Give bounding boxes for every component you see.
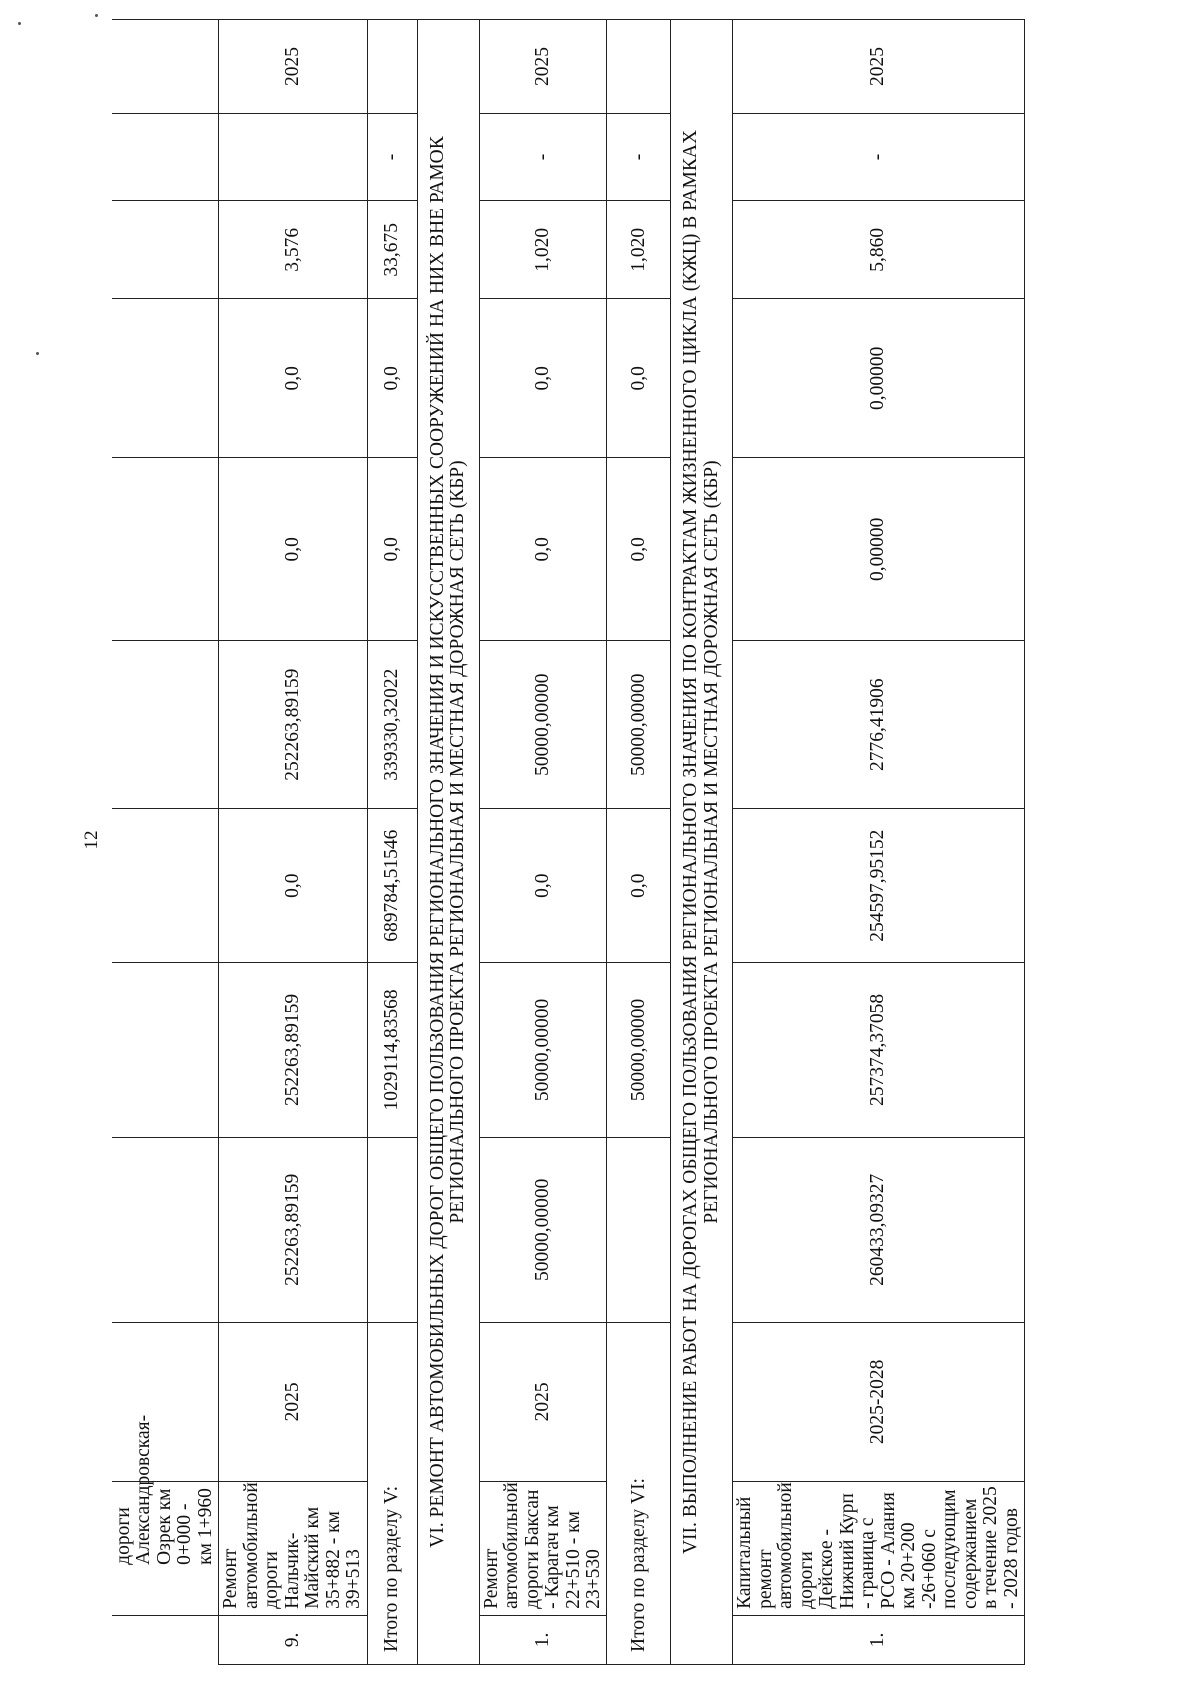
value-cell: 50000,00000	[479, 641, 607, 809]
road-works-table	[112, 19, 1025, 1665]
section-heading-row	[671, 20, 733, 1665]
value-cell: 252263,89159	[219, 963, 367, 1137]
value-cell: 0,0	[607, 458, 671, 641]
value-cell	[367, 20, 417, 114]
table-row	[219, 20, 367, 1665]
section-total-row	[607, 20, 671, 1665]
value-cell: 0,0	[479, 299, 607, 458]
value-cell: 0,00000	[733, 299, 1025, 458]
year-cell	[112, 1323, 219, 1482]
value-cell: 2776,41906	[733, 641, 1025, 809]
year-cell: 2025	[219, 1323, 367, 1482]
page-number: 12	[81, 830, 102, 850]
value-cell: 50000,00000	[479, 963, 607, 1137]
value-cell: 2025	[733, 20, 1025, 114]
total-label-cell: Итого по разделу V:	[367, 1323, 417, 1665]
value-cell: 0,0	[367, 299, 417, 458]
object-name-cell: Ремонт автомобильной дороги Нальчик-Майский км 35+882 - км 39+513	[219, 1481, 367, 1615]
year-cell: 2025	[479, 1323, 607, 1482]
value-cell	[112, 20, 219, 114]
value-cell: 252263,89159	[219, 1137, 367, 1323]
scan-speck	[18, 22, 21, 25]
value-cell: 0,0	[607, 809, 671, 963]
value-cell: 260433,09327	[733, 1137, 1025, 1323]
value-cell: 2025	[479, 20, 607, 114]
value-cell: 252263,89159	[219, 641, 367, 809]
value-cell: 3,576	[219, 201, 367, 299]
section-total-row	[367, 20, 417, 1665]
value-cell	[112, 1137, 219, 1323]
row-number-cell: 1.	[479, 1615, 607, 1664]
scan-speck	[95, 14, 98, 17]
object-name-cell: дороги Александровская-Озрек км 0+000 - км 1+960	[112, 1481, 219, 1615]
year-cell: 2025-2028	[733, 1323, 1025, 1482]
value-cell: 0,0	[367, 458, 417, 641]
row-number-cell	[112, 1615, 219, 1664]
value-cell: 0,00000	[733, 458, 1025, 641]
value-cell: 1029114,83568	[367, 963, 417, 1137]
value-cell: -	[479, 113, 607, 200]
value-cell	[112, 201, 219, 299]
value-cell: 1,020	[479, 201, 607, 299]
value-cell: 2025	[219, 20, 367, 114]
value-cell	[112, 963, 219, 1137]
row-number-cell: 9.	[219, 1615, 367, 1664]
section-heading-row	[417, 20, 479, 1665]
value-cell: 0,0	[479, 809, 607, 963]
rotated-table-sheet	[112, 19, 1022, 1665]
value-cell	[367, 1137, 417, 1323]
table-row	[479, 20, 607, 1665]
value-cell	[112, 641, 219, 809]
section-heading: VI. РЕМОНТ АВТОМОБИЛЬНЫХ ДОРОГ ОБЩЕГО ПОЛЬЗОВАНИЯ РЕГИОНАЛЬНОГО ЗНАЧЕНИЯ И ИСКУССТВЕННЫХ СООРУЖЕНИЙ НА НИХ ВНЕ РАМОК РЕГИОНАЛЬНОГО ПРОЕКТА РЕГИОНАЛЬНАЯ И МЕСТНАЯ ДОРОЖНАЯ СЕТЬ (КБР)	[417, 20, 479, 1665]
value-cell	[219, 113, 367, 200]
value-cell: 0,0	[219, 299, 367, 458]
value-cell: 0,0	[607, 299, 671, 458]
value-cell	[112, 299, 219, 458]
table-row	[733, 20, 1025, 1665]
value-cell: 0,0	[219, 458, 367, 641]
object-name-cell: Ремонт автомобильной дороги Баксан - Карагач км 22+510 - км 23+530	[479, 1481, 607, 1615]
object-name-cell: Капитальный ремонт автомобильной дороги Дейское - Нижний Курп - граница с РСО - Алания км 20+200 -26+060 с последующим содержанием в течение 2025 - 2028 годов	[733, 1481, 1025, 1615]
value-cell: 689784,51546	[367, 809, 417, 963]
row-number-cell: 1.	[733, 1615, 1025, 1664]
value-cell: 50000,00000	[479, 1137, 607, 1323]
value-cell	[112, 113, 219, 200]
value-cell	[112, 809, 219, 963]
value-cell: 257374,37058	[733, 963, 1025, 1137]
value-cell: 0,0	[479, 458, 607, 641]
value-cell: -	[607, 113, 671, 200]
value-cell: -	[733, 113, 1025, 200]
scan-speck	[36, 352, 39, 355]
value-cell: 254597,95152	[733, 809, 1025, 963]
value-cell	[112, 458, 219, 641]
value-cell: 1,020	[607, 201, 671, 299]
value-cell: 0,0	[219, 809, 367, 963]
total-label-cell: Итого по разделу VI:	[607, 1323, 671, 1665]
value-cell: -	[367, 113, 417, 200]
value-cell	[607, 20, 671, 114]
value-cell: 50000,00000	[607, 641, 671, 809]
continued-row	[112, 20, 219, 1665]
value-cell: 5,860	[733, 201, 1025, 299]
value-cell	[607, 1137, 671, 1323]
value-cell: 50000,00000	[607, 963, 671, 1137]
value-cell: 339330,32022	[367, 641, 417, 809]
section-heading: VII. ВЫПОЛНЕНИЕ РАБОТ НА ДОРОГАХ ОБЩЕГО ПОЛЬЗОВАНИЯ РЕГИОНАЛЬНОГО ЗНАЧЕНИЯ ПО КОНТРАКТАМ ЖИЗНЕННОГО ЦИКЛА (КЖЦ) В РАМКАХ РЕГИОНАЛЬНОГО ПРОЕКТА РЕГИОНАЛЬНАЯ И МЕСТНАЯ ДОРОЖНАЯ СЕТЬ (КБР)	[671, 20, 733, 1665]
value-cell: 33,675	[367, 201, 417, 299]
